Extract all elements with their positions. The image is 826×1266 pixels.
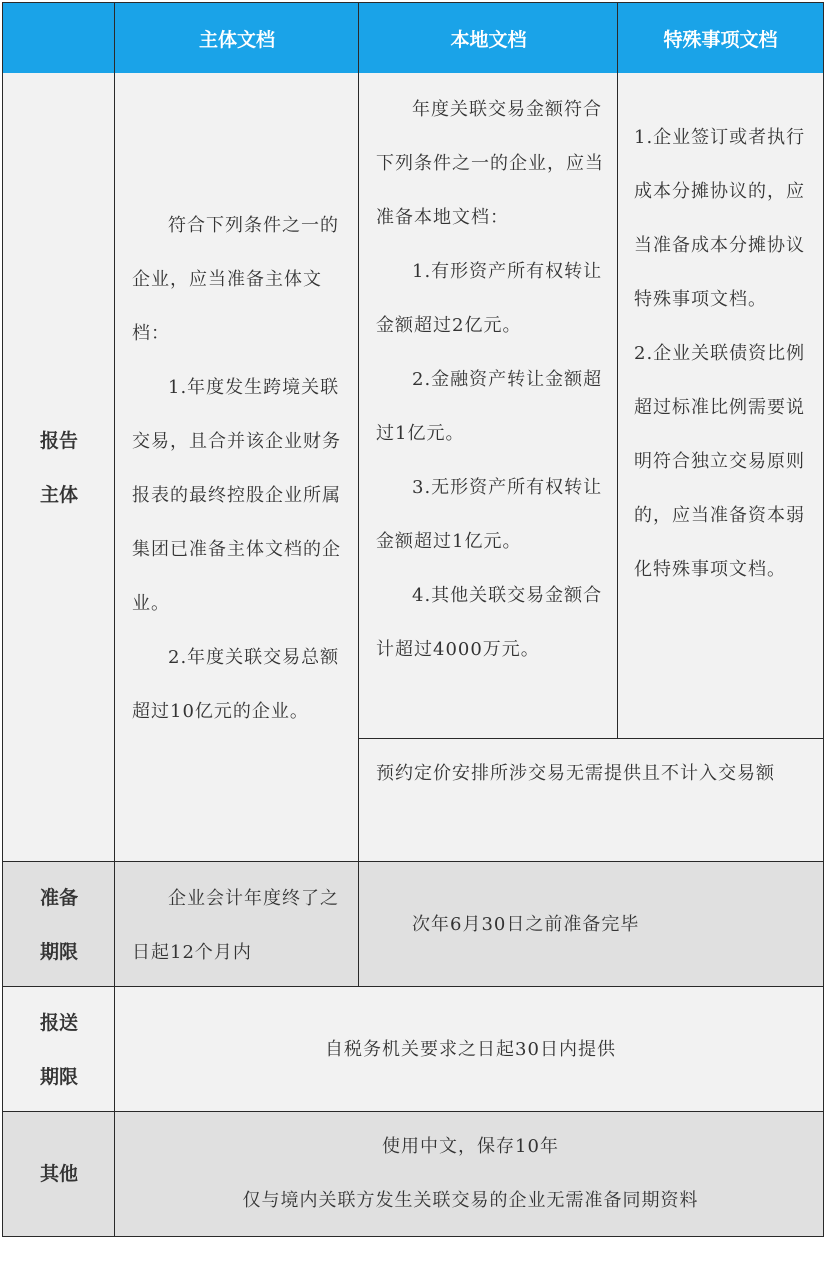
master-file-prep-deadline-text: 企业会计年度终了之日起12个月内 <box>132 888 339 963</box>
other-line-1: 使用中文，保存10年 <box>382 1136 559 1157</box>
local-file-item-4: 4.其他关联交易金额合计超过4000万元。 <box>376 585 603 660</box>
master-file-prep-deadline <box>114 861 359 987</box>
header-corner-cell <box>3 3 115 74</box>
local-file-item-2: 2.金融资产转让金额超过1亿元。 <box>376 369 603 444</box>
row-label-report-subject <box>3 73 115 862</box>
submit-deadline-text: 自税务机关要求之日起30日内提供 <box>325 1038 616 1060</box>
local-file-conditions <box>358 73 618 739</box>
special-file-item-1: 1.企业签订或者执行成本分摊协议的，应当准备成本分摊协议特殊事项文档。 <box>634 127 806 310</box>
submit-deadline-cell <box>114 986 823 1112</box>
local-special-prep-deadline <box>358 861 823 987</box>
master-file-intro: 符合下列条件之一的企业，应当准备主体文档： <box>132 215 339 344</box>
local-file-item-3: 3.无形资产所有权转让金额超过1亿元。 <box>376 477 603 552</box>
apa-note <box>358 738 823 862</box>
master-file-item-1: 1.年度发生跨境关联交易，且合并该企业财务报表的最终控股企业所属集团已准备主体文档的企业。 <box>132 377 341 614</box>
header-master-file: 主体文档 <box>114 3 359 74</box>
row-label-line1: 准备 <box>39 886 78 909</box>
row-label-submit-deadline <box>3 986 115 1112</box>
header-local-file: 本地文档 <box>358 3 618 74</box>
header-special-file: 特殊事项文档 <box>617 3 823 74</box>
row-label-text: 其他 <box>39 1163 78 1185</box>
row-label-other <box>3 1111 115 1236</box>
special-file-item-2: 2.企业关联债资比例超过标准比例需要说明符合独立交易原则的，应当准备资本弱化特殊事项文档。 <box>634 343 806 580</box>
other-line-2: 仅与境内关联方发生关联交易的企业无需准备同期资料 <box>242 1190 699 1211</box>
row-label-line2: 主体 <box>39 483 78 506</box>
master-file-conditions <box>114 73 359 862</box>
master-file-item-2: 2.年度关联交易总额超过10亿元的企业。 <box>132 647 340 722</box>
row-label-line2: 期限 <box>39 1065 78 1088</box>
local-special-prep-deadline-text: 次年6月30日之前准备完毕 <box>412 914 640 935</box>
special-file-conditions <box>617 73 823 739</box>
row-label-line2: 期限 <box>39 940 78 963</box>
row-label-line1: 报告 <box>39 429 78 452</box>
local-file-intro: 年度关联交易金额符合下列条件之一的企业，应当准备本地文档： <box>376 99 604 228</box>
apa-note-text: 预约定价安排所涉交易无需提供且不计入交易额 <box>376 763 775 784</box>
local-file-item-1: 1.有形资产所有权转让金额超过2亿元。 <box>376 261 603 336</box>
other-cell <box>114 1111 823 1236</box>
row-label-prep-deadline <box>3 861 115 987</box>
row-label-line1: 报送 <box>39 1011 78 1034</box>
